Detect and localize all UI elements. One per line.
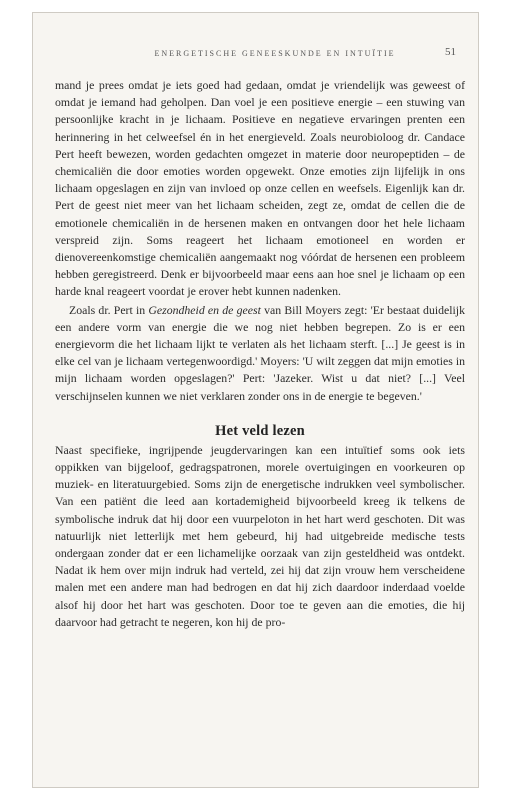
book-title: Gezondheid en de geest <box>148 302 261 317</box>
page-number: 51 <box>445 46 456 58</box>
paragraph-2 <box>55 302 465 405</box>
quote-intro: Zoals dr. Pert in <box>69 302 149 317</box>
paragraph-1: mand je prees omdat je iets goed had gedaan, omdat je vriendelijk was geweest of omdat je iemand had geholpen. Dan voel je een positieve energie – een stuwing van persoonlijke kracht in je lichaam. Positieve en negatieve ervaringen prenten een herinnering in het celweefsel én in het energieveld. Zoals neurobioloog dr. Candace Pert heeft bewezen, worden gedachten omgezet in materie door neuropeptiden – de chemicaliën die door emoties worden opgewekt. Onze emoties zijn lijfelijk in ons lichaam opgeslagen en zijn van invloed op onze cellen en weefsels. Eigenlijk kan dr. Pert de geest niet meer van het lichaam scheiden, zegt ze, omdat de cellen die de emotionele chemicaliën in de hersenen maken en ontvangen door het hele lichaam verspreid zijn. Soms reageert het lichaam emotioneel en worden er dienovereenkomstige chemicaliën aangemaakt nog vóórdat de hersenen een probleem hebben geregistreerd. Denk er bijvoorbeeld maar eens aan hoe snel je lichaam op een harde knal reageert voordat je erover hebt kunnen nadenken. <box>55 78 465 299</box>
section-paragraph: Naast specifieke, ingrijpende jeugdervaringen kan een intuïtief soms ook iets oppikken van bijgeloof, gedragspatronen, morele overtuigingen en voorkeuren op muziek- en literatuurgebied. Soms zijn de energetische indrukken veel symbolischer. Van een patiënt die leed aan kortademigheid bijvoorbeeld kreeg ik telkens de symbolische indruk dat hij door een vuurpeloton in het hart werd geschoten. Dit was natuurlijk niet letterlijk met hem gebeurd, hij had uitgebreide medische tests ondergaan zonder dat er een lichamelijke oorzaak van zijn gesteldheid was ontdekt. Nadat ik hem over mijn indruk had verteld, zei hij dat zijn vrouw hem verscheidene malen met een andere man had bedrogen en dat hij zich daardoor inderdaad voelde alsof hij door het hart was geschoten. Door toe te geven aan die emoties, die hij daarvoor had getracht te negeren, kon hij de pro- <box>55 442 465 629</box>
section-heading: Het veld lezen <box>215 422 305 439</box>
page-body <box>55 77 465 631</box>
book-page <box>32 12 479 788</box>
running-head: ENERGETISCHE GENEESKUNDE EN INTUÏTIE <box>154 49 396 58</box>
quote-body: van Bill Moyers zegt: 'Er bestaat duidelijk een andere vorm van energie die we nog niet hebben begrepen. Zo is er een energievorm die het lichaam lijkt te verlaten als het lichaam sterft. [...] Je geest is in elke cel van je lichaam vertegenwoordigd.' Moyers: 'U wilt zeggen dat mijn emoties in mijn lichaam worden opgeslagen?' Pert: 'Jazeker. Wist u dat niet? [...] Veel verschijnselen kunnen we niet verklaren zonder ons in de energie te begeven.' <box>55 302 465 403</box>
